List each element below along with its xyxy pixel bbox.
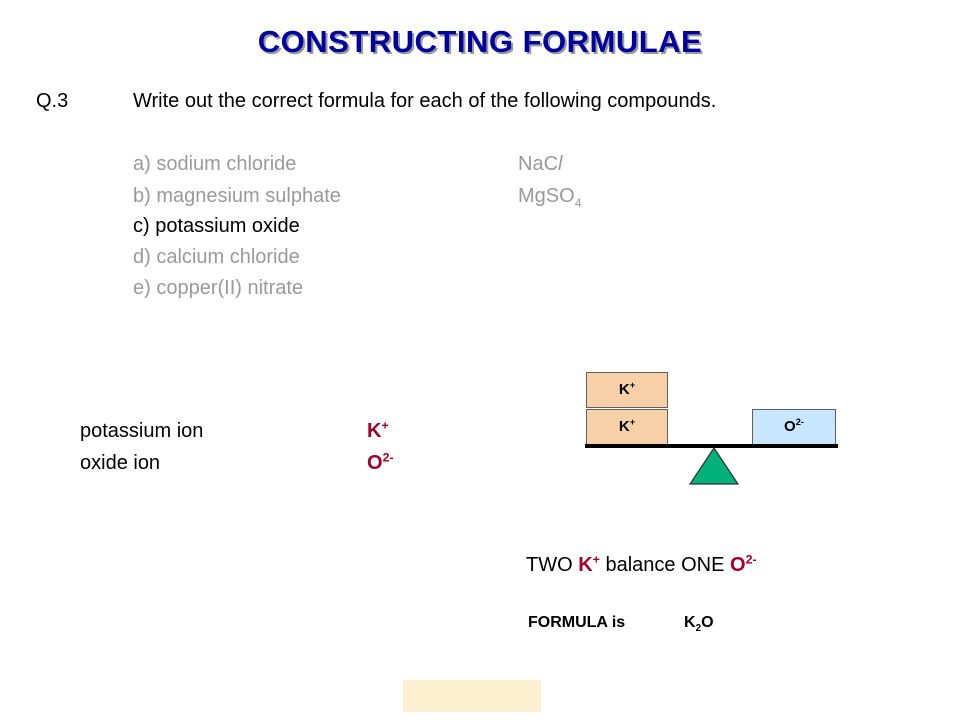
question-text: Write out the correct formula for each of the following compounds. (133, 90, 717, 112)
potassium-box-top: K+ (586, 372, 668, 408)
balance-statement: TWO K+ balance ONE $O^{2-}$ (526, 552, 757, 576)
oxide-ion-label: oxide ion (80, 452, 161, 474)
list-item-b: b) magnesium sulphate (133, 185, 341, 207)
potassium-box-bottom: K+ (586, 409, 668, 445)
answer-b: MgSO$_4$ (518, 185, 582, 210)
oxide-box: $O^{2-}$ (752, 409, 836, 445)
question-number: Q.3 (36, 90, 69, 112)
list-item-e: e) copper(II) nitrate (133, 277, 304, 299)
formula-label: FORMULA is (528, 614, 626, 631)
list-item-c: c) potassium oxide (133, 215, 300, 237)
oxide-ion-symbol: $O^{2-}$ (367, 450, 394, 474)
list-item-d: d) calcium chloride (133, 246, 300, 268)
list-item-a: a) sodium chloride (133, 153, 297, 175)
potassium-ion-label: potassium ion (80, 420, 204, 442)
potassium-ion-symbol: K+ (367, 418, 389, 442)
balance-pivot-triangle (688, 446, 740, 486)
navigation-button-area[interactable] (403, 680, 541, 712)
answer-a: NaCl (518, 153, 563, 175)
page-title: CONSTRUCTING FORMULAE (257, 24, 703, 59)
formula-result: $K_2O$ (684, 614, 714, 635)
